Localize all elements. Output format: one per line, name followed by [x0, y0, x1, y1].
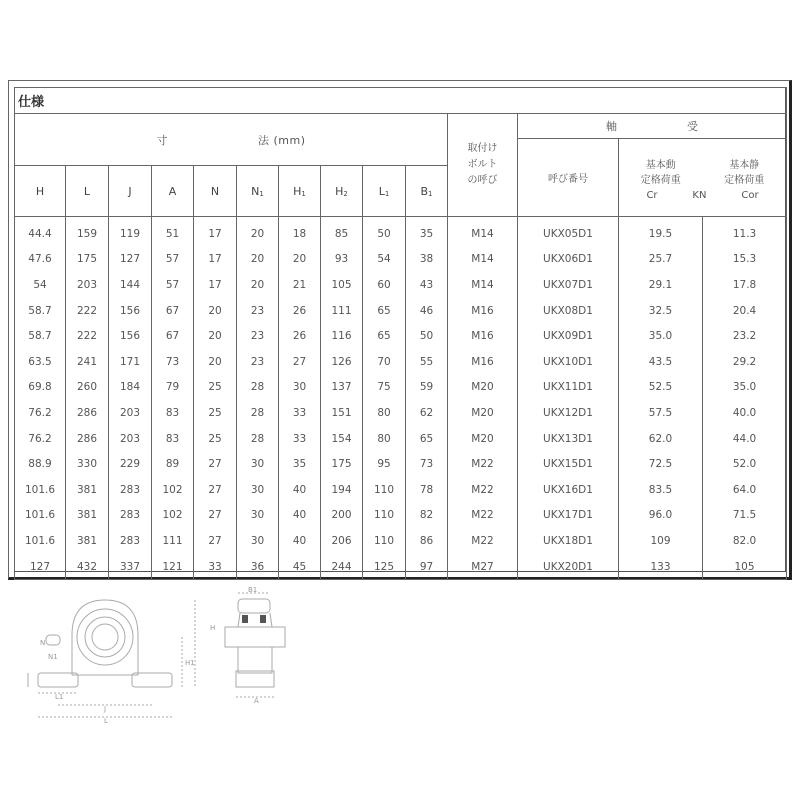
- table-cell: UKX10D1: [518, 349, 619, 375]
- table-cell: 47.6: [15, 247, 66, 273]
- table-cell: 35.0: [619, 323, 703, 349]
- table-cell: M14: [448, 217, 518, 247]
- table-cell: UKX13D1: [518, 426, 619, 452]
- table-row: [15, 349, 787, 375]
- table-cell: M22: [448, 477, 518, 503]
- table-cell: 102: [152, 477, 194, 503]
- table-cell: 46: [406, 298, 448, 324]
- table-cell: M20: [448, 375, 518, 401]
- bolt-header: [448, 114, 518, 217]
- table-cell: 32.5: [619, 298, 703, 324]
- table-cell: 20: [279, 247, 321, 273]
- table-cell: 89: [152, 451, 194, 477]
- table-cell: 57.5: [619, 400, 703, 426]
- table-cell: 76.2: [15, 426, 66, 452]
- table-cell: 44.0: [703, 426, 787, 452]
- table-cell: 109: [619, 528, 703, 554]
- table-cell: 283: [109, 528, 152, 554]
- table-cell: 65: [363, 298, 406, 324]
- table-cell: 43.5: [619, 349, 703, 375]
- table-cell: 330: [66, 451, 109, 477]
- table-cell: 156: [109, 298, 152, 324]
- col-header-a: A: [152, 166, 194, 217]
- table-cell: 184: [109, 375, 152, 401]
- table-cell: 229: [109, 451, 152, 477]
- table-cell: 28: [237, 375, 279, 401]
- table-cell: 23: [237, 323, 279, 349]
- table-cell: 23: [237, 298, 279, 324]
- table-row: [15, 217, 787, 247]
- table-cell: UKX15D1: [518, 451, 619, 477]
- table-cell: 83: [152, 426, 194, 452]
- table-row: [15, 247, 787, 273]
- table-cell: 27: [279, 349, 321, 375]
- table-cell: UKX06D1: [518, 247, 619, 273]
- table-row: [15, 375, 787, 401]
- table-cell: 75: [363, 375, 406, 401]
- table-cell: 65: [363, 323, 406, 349]
- table-cell: 17.8: [703, 272, 787, 298]
- table-cell: 33: [279, 400, 321, 426]
- table-cell: 88.9: [15, 451, 66, 477]
- table-cell: 203: [109, 426, 152, 452]
- table-cell: 125: [363, 554, 406, 580]
- load-rating-header: [619, 139, 787, 217]
- table-cell: UKX09D1: [518, 323, 619, 349]
- table-cell: 58.7: [15, 298, 66, 324]
- table-cell: 64.0: [703, 477, 787, 503]
- table-cell: M22: [448, 503, 518, 529]
- table-cell: 25: [194, 375, 237, 401]
- table-cell: 222: [66, 323, 109, 349]
- table-cell: 50: [363, 217, 406, 247]
- label-l: L: [104, 717, 108, 725]
- table-cell: 52.0: [703, 451, 787, 477]
- dynamic-load-line-2: 定格荷重: [640, 175, 681, 186]
- table-cell: 50: [406, 323, 448, 349]
- table-row: [15, 528, 787, 554]
- pillow-block-drawing: [20, 585, 300, 725]
- table-cell: M27: [448, 554, 518, 580]
- table-row: [15, 503, 787, 529]
- table-cell: 82: [406, 503, 448, 529]
- table-cell: M20: [448, 400, 518, 426]
- table-cell: 23.2: [703, 323, 787, 349]
- table-cell: 62.0: [619, 426, 703, 452]
- table-cell: 260: [66, 375, 109, 401]
- table-cell: 20.4: [703, 298, 787, 324]
- table-cell: UKX11D1: [518, 375, 619, 401]
- table-cell: 62: [406, 400, 448, 426]
- table-cell: 381: [66, 477, 109, 503]
- table-cell: 35: [406, 217, 448, 247]
- table-cell: 83.5: [619, 477, 703, 503]
- table-cell: 40: [279, 503, 321, 529]
- table-cell: 96.0: [619, 503, 703, 529]
- table-cell: 28: [237, 426, 279, 452]
- table-row: [15, 554, 787, 580]
- table-cell: 18: [279, 217, 321, 247]
- table-cell: 175: [66, 247, 109, 273]
- table-cell: UKX20D1: [518, 554, 619, 580]
- table-cell: 101.6: [15, 477, 66, 503]
- table-cell: 76.2: [15, 400, 66, 426]
- table-cell: 54: [15, 272, 66, 298]
- table-cell: 97: [406, 554, 448, 580]
- table-cell: 133: [619, 554, 703, 580]
- table-cell: 30: [237, 451, 279, 477]
- label-n: N: [40, 639, 46, 647]
- label-j: J: [104, 705, 107, 713]
- col-header-h: H: [15, 166, 66, 217]
- table-cell: 432: [66, 554, 109, 580]
- table-cell: 20: [194, 349, 237, 375]
- col-header-n1: N1: [237, 166, 279, 217]
- table-cell: 43: [406, 272, 448, 298]
- table-cell: 72.5: [619, 451, 703, 477]
- table-cell: UKX08D1: [518, 298, 619, 324]
- table-cell: 119: [109, 217, 152, 247]
- table-cell: 26: [279, 298, 321, 324]
- table-cell: 337: [109, 554, 152, 580]
- table-cell: 381: [66, 528, 109, 554]
- table-cell: 35.0: [703, 375, 787, 401]
- table-cell: 28: [237, 400, 279, 426]
- table-cell: 20: [237, 272, 279, 298]
- label-b1: B1: [248, 586, 258, 594]
- table-cell: 54: [363, 247, 406, 273]
- table-cell: 110: [363, 503, 406, 529]
- table-cell: 102: [152, 503, 194, 529]
- bolt-header-line-1: 取付け: [467, 143, 498, 154]
- table-cell: 127: [15, 554, 66, 580]
- table-cell: 25.7: [619, 247, 703, 273]
- bolt-header-line-3: の呼び: [467, 175, 498, 186]
- table-cell: 51: [152, 217, 194, 247]
- table-cell: 203: [66, 272, 109, 298]
- table-cell: 171: [109, 349, 152, 375]
- table-row: [15, 477, 787, 503]
- table-cell: 194: [321, 477, 363, 503]
- table-cell: 86: [406, 528, 448, 554]
- label-h: H: [210, 624, 216, 632]
- bearing-label-2: 受: [687, 120, 699, 133]
- table-cell: 244: [321, 554, 363, 580]
- table-cell: 126: [321, 349, 363, 375]
- table-cell: 151: [321, 400, 363, 426]
- table-cell: 156: [109, 323, 152, 349]
- table-cell: M20: [448, 426, 518, 452]
- table-cell: 79: [152, 375, 194, 401]
- table-cell: 52.5: [619, 375, 703, 401]
- table-cell: 33: [279, 426, 321, 452]
- table-cell: UKX07D1: [518, 272, 619, 298]
- table-cell: UKX12D1: [518, 400, 619, 426]
- dimensions-header: [15, 114, 448, 166]
- technical-drawings: [20, 585, 300, 725]
- dynamic-load-line-1: 基本動: [645, 160, 676, 171]
- table-row: [15, 323, 787, 349]
- table-cell: 30: [237, 477, 279, 503]
- table-row: [15, 272, 787, 298]
- table-cell: 110: [363, 477, 406, 503]
- table-cell: UKX05D1: [518, 217, 619, 247]
- static-load-line-2: 定格荷重: [724, 175, 765, 186]
- table-cell: 26: [279, 323, 321, 349]
- table-cell: 82.0: [703, 528, 787, 554]
- dimensions-label-2: 法 (mm): [257, 133, 306, 147]
- table-cell: 80: [363, 400, 406, 426]
- bolt-header-line-2: ボルト: [467, 159, 498, 170]
- table-cell: 241: [66, 349, 109, 375]
- table-cell: 20: [237, 217, 279, 247]
- table-cell: 283: [109, 477, 152, 503]
- table-cell: 19.5: [619, 217, 703, 247]
- table-cell: 283: [109, 503, 152, 529]
- table-cell: 65: [406, 426, 448, 452]
- table-cell: 40: [279, 528, 321, 554]
- table-cell: 27: [194, 477, 237, 503]
- bearing-no-header: 呼び番号: [518, 139, 619, 217]
- housing-outline: [72, 600, 138, 675]
- table-cell: 175: [321, 451, 363, 477]
- table-cell: 206: [321, 528, 363, 554]
- table-cell: 111: [321, 298, 363, 324]
- label-l1: L1: [55, 693, 64, 701]
- table-cell: 29.1: [619, 272, 703, 298]
- table-cell: 30: [237, 528, 279, 554]
- col-header-h1: H1: [279, 166, 321, 217]
- table-cell: 57: [152, 247, 194, 273]
- spec-table: [14, 87, 787, 580]
- table-cell: M22: [448, 451, 518, 477]
- static-load-line-1: 基本静: [729, 160, 760, 171]
- label-h1: H1: [185, 659, 195, 667]
- table-cell: 105: [703, 554, 787, 580]
- bearing-label-1: 軸: [606, 120, 618, 133]
- table-cell: 137: [321, 375, 363, 401]
- table-cell: 154: [321, 426, 363, 452]
- bearing-header: [518, 114, 787, 139]
- table-cell: 80: [363, 426, 406, 452]
- table-cell: 27: [194, 528, 237, 554]
- table-cell: 71.5: [703, 503, 787, 529]
- cr-label: Cr: [646, 190, 658, 201]
- table-cell: 222: [66, 298, 109, 324]
- col-header-b1: B1: [406, 166, 448, 217]
- table-cell: 69.8: [15, 375, 66, 401]
- table-cell: 55: [406, 349, 448, 375]
- table-cell: 44.4: [15, 217, 66, 247]
- table-cell: 23: [237, 349, 279, 375]
- table-cell: 29.2: [703, 349, 787, 375]
- table-cell: 25: [194, 400, 237, 426]
- table-cell: 101.6: [15, 528, 66, 554]
- table-cell: 83: [152, 400, 194, 426]
- table-row: [15, 451, 787, 477]
- table-cell: 57: [152, 272, 194, 298]
- table-cell: 95: [363, 451, 406, 477]
- table-cell: 63.5: [15, 349, 66, 375]
- table-cell: 36: [237, 554, 279, 580]
- table-cell: 73: [152, 349, 194, 375]
- table-cell: 17: [194, 217, 237, 247]
- table-cell: M16: [448, 298, 518, 324]
- table-cell: 105: [321, 272, 363, 298]
- table-cell: 144: [109, 272, 152, 298]
- table-cell: 111: [152, 528, 194, 554]
- table-cell: UKX16D1: [518, 477, 619, 503]
- col-header-j: J: [109, 166, 152, 217]
- col-header-n: N: [194, 166, 237, 217]
- table-cell: 110: [363, 528, 406, 554]
- col-header-l: L: [66, 166, 109, 217]
- table-cell: 67: [152, 323, 194, 349]
- table-cell: 20: [194, 323, 237, 349]
- table-cell: UKX18D1: [518, 528, 619, 554]
- table-cell: 27: [194, 451, 237, 477]
- table-cell: 200: [321, 503, 363, 529]
- table-cell: 73: [406, 451, 448, 477]
- table-cell: 30: [279, 375, 321, 401]
- unit-label: KN: [692, 190, 707, 201]
- table-cell: 70: [363, 349, 406, 375]
- table-cell: 21: [279, 272, 321, 298]
- table-cell: M22: [448, 528, 518, 554]
- table-cell: 33: [194, 554, 237, 580]
- table-cell: 40.0: [703, 400, 787, 426]
- table-cell: 93: [321, 247, 363, 273]
- table-cell: 286: [66, 400, 109, 426]
- table-cell: 20: [237, 247, 279, 273]
- table-cell: M14: [448, 272, 518, 298]
- table-cell: 101.6: [15, 503, 66, 529]
- table-cell: 60: [363, 272, 406, 298]
- table-cell: UKX17D1: [518, 503, 619, 529]
- table-cell: 27: [194, 503, 237, 529]
- label-n1: N1: [48, 653, 58, 661]
- table-cell: 121: [152, 554, 194, 580]
- table-row: [15, 426, 787, 452]
- table-cell: 30: [237, 503, 279, 529]
- table-cell: 59: [406, 375, 448, 401]
- table-cell: 17: [194, 272, 237, 298]
- table-cell: 40: [279, 477, 321, 503]
- cor-label: Cor: [741, 190, 759, 201]
- table-cell: M16: [448, 323, 518, 349]
- table-row: [15, 298, 787, 324]
- table-cell: 20: [194, 298, 237, 324]
- table-cell: 17: [194, 247, 237, 273]
- table-cell: 381: [66, 503, 109, 529]
- table-cell: 159: [66, 217, 109, 247]
- table-cell: 45: [279, 554, 321, 580]
- table-cell: 78: [406, 477, 448, 503]
- table-cell: 67: [152, 298, 194, 324]
- table-cell: 25: [194, 426, 237, 452]
- col-header-h2: H2: [321, 166, 363, 217]
- dimensions-label-1: 寸: [156, 133, 168, 147]
- table-cell: 203: [109, 400, 152, 426]
- table-cell: 11.3: [703, 217, 787, 247]
- table-cell: 15.3: [703, 247, 787, 273]
- col-header-l1: L1: [363, 166, 406, 217]
- table-cell: 116: [321, 323, 363, 349]
- table-row: [15, 400, 787, 426]
- table-cell: 35: [279, 451, 321, 477]
- table-cell: 286: [66, 426, 109, 452]
- table-cell: M14: [448, 247, 518, 273]
- table-cell: 85: [321, 217, 363, 247]
- table-cell: 127: [109, 247, 152, 273]
- table-cell: M16: [448, 349, 518, 375]
- label-a: A: [254, 697, 259, 705]
- table-cell: 58.7: [15, 323, 66, 349]
- table-cell: 38: [406, 247, 448, 273]
- spec-title: 仕様: [15, 88, 787, 114]
